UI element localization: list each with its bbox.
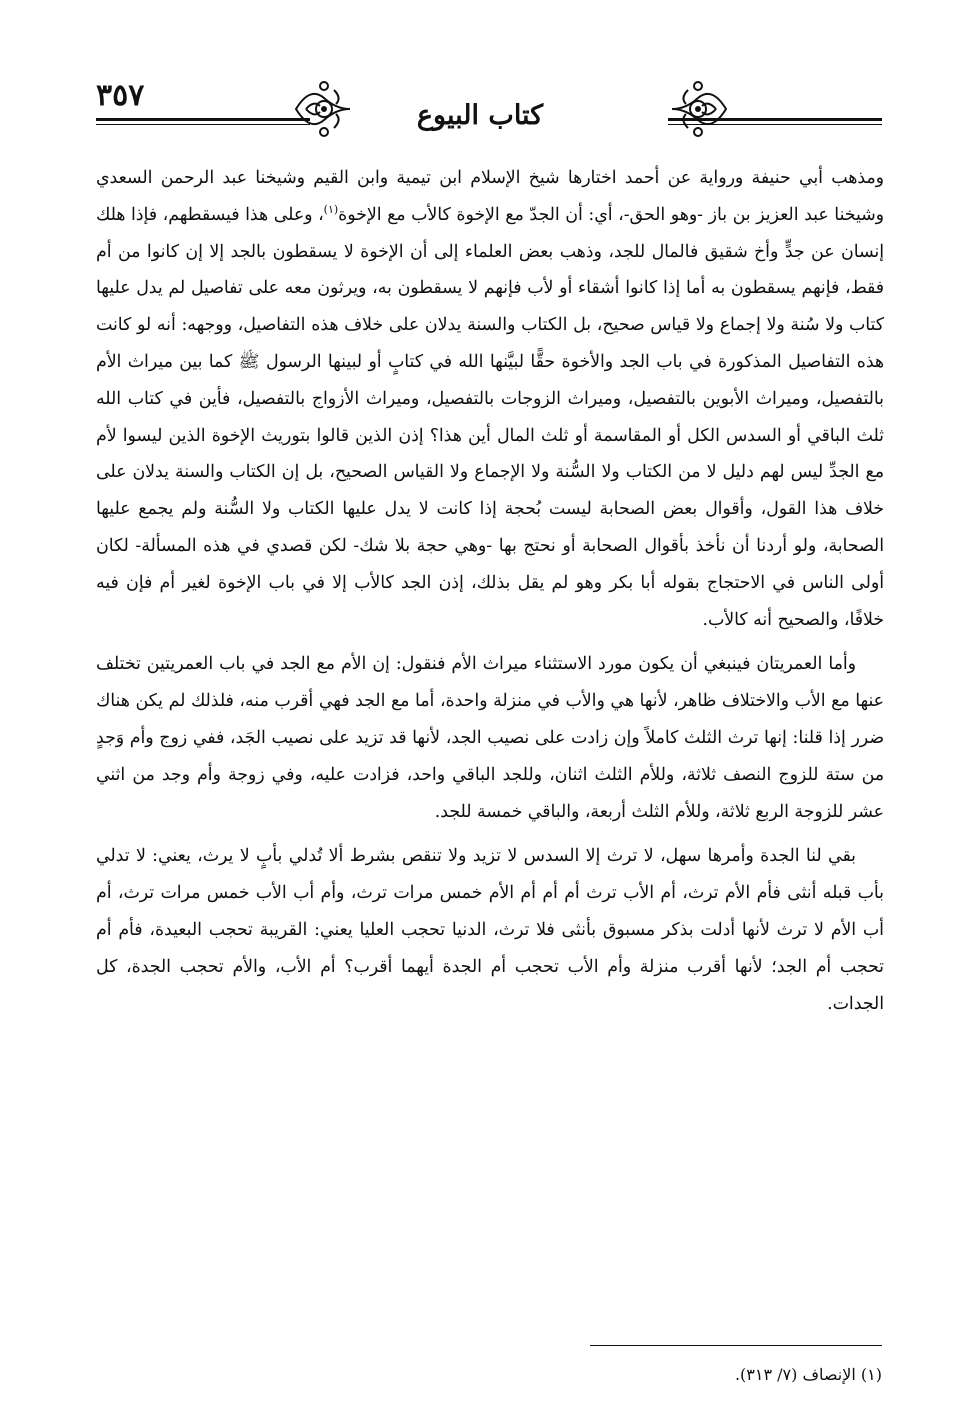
footnote-1: (١) الإنصاف (٧/ ٣١٣).	[734, 1365, 882, 1384]
paragraph-3: بقي لنا الجدة وأمرها سهل، لا ترث إلا السدس لا تزيد ولا تنقص بشرط ألا تُدلي بأبٍ لا يرث، يعني: لا تدلي بأب قبله أنثى فأم الأم ترث، أم الأب ترث أم أم أم الأم خمس مرات ترث، وأم أب الأب خمس مرات ترث، أم أب الأم لا ترث لأنها أدلت بذكر مسبوق بأنثى فلا ترث، الدنيا تحجب العليا يعني: القريبة تحجب البعيدة، فأم أم تحجب أم الجد؛ لأنها أقرب منزلة وأم الأب تحجب أم الجدة أيهما أقرب؟ أم الأب، والأم تحجب الجدة، كل الجدات.	[96, 846, 884, 1014]
footnote-reference: (١)	[323, 203, 339, 217]
header-ornament-left-icon	[290, 78, 356, 140]
paragraph-1-continued: ، وعلى هذا فيسقطهم، فإذا هلك إنسان عن جدٍّ وأخ شقيق فالمال للجد، وذهب بعض العلماء إلى أن الإخوة لا يسقطون بالجد إلا إن كانوا من أم فقط، فإنهم يسقطون به أما إذا كانوا أشقاء أو لأب فإنهم لا يسقطون به، ويرثون معه على تفاصيل لم يدل عليها كتاب ولا سُنة ولا إجماع ولا قياس صحيح، بل الكتاب والسنة يدلان على خلاف هذه التفاصيل، ووجهه: أنه لو كانت هذه التفاصيل المذكورة في باب الجد والأخوة حقًّا لبيَّنها الله في كتابٍ أو لبينها الرسول ﷺ كما بين ميراث الأم بالتفصيل، وميراث الأبوين بالتفصيل، وميراث الزوجات بالتفصيل، وميراث الأزواج بالتفصيل، فأين في كتاب الله ثلث الباقي أو السدس الكل أو المقاسمة أو ثلث المال أين هذا؟ إذن الذين قالوا بتوريث الإخوة الذين ليسوا لأم مع الجدِّ ليس لهم دليل لا من الكتاب ولا السُّنة ولا الإجماع ولا القياس الصحيح، بل إن الكتاب والسنة يدلان على خلاف هذا القول، وأقوال بعض الصحابة ليست بُحجة إذا كانت لا يدل عليها الكتاب ولا السُّنة ولم يجمع عليها الصحابة، ولو أردنا أن نأخذ بأقوال الصحابة أو نحتج بها -وهي حجة بلا شك- لكن قصدي في هذه المسألة- لكان أولى الناس في الاحتجاج بقوله أبا بكر وهو لم يقل بذلك، إذن الجد كالأب إلا في باب الإخوة لغير أم فإن فيه خلافًا، والصحيح أنه كالأب.	[96, 204, 884, 630]
footnote-divider	[590, 1345, 882, 1346]
book-title: كتاب البيوع	[416, 100, 544, 131]
header-rule-left-thin	[96, 124, 310, 125]
body-text	[96, 160, 884, 1022]
page-number: ٣٥٧	[96, 78, 145, 113]
paragraph-2: وأما العمريتان فينبغي أن يكون مورد الاستثناء ميراث الأم فنقول: إن الأم مع الجد في باب العمريتين تختلف عنها مع الأب والاختلاف ظاهر، لأنها هي والأب في منزلة واحدة، أما مع الجد فهي أقرب منه، فلذلك لم يكن هناك ضرر إذا قلنا: إنها ترث الثلث كاملاً وإن زادت على نصيب الجد، لأنها قد تزيد على نصيب الجَد، ففي زوج وأم وَجدٍ من ستة للزوج النصف ثلاثة، وللأم الثلث اثنان، وللجد الباقي واحد، فزادت عليه، وفي زوجة وأم وجد من اثني عشر للزوجة الربع ثلاثة، وللأم الثلث أربعة، والباقي خمسة للجد.	[96, 654, 884, 822]
paragraph-1	[96, 160, 884, 638]
header-rule-left	[96, 118, 310, 121]
paragraph-1-text: ومذهب أبي حنيفة ورواية عن أحمد اختارها شيخ الإسلام ابن تيمية وابن القيم وشيخنا عبد الرحمن السعدي وشيخنا عبد العزيز بن باز -وهو الحق-، أي: أن الجدّ مع الإخوة كالأب مع الإخوة	[96, 168, 884, 225]
header-ornament-right-icon	[666, 78, 732, 140]
